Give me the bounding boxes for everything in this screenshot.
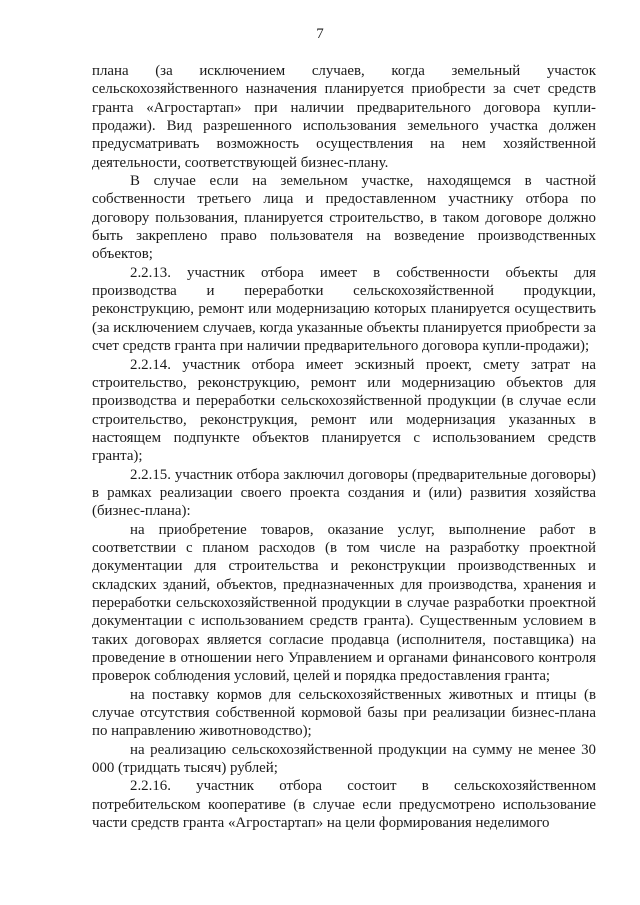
paragraph-2-2-13: 2.2.13. участник отбора имеет в собственности объекты для производства и переработки сельскохозяйственной продукции, реконструкцию, ремонт или модернизацию которых планируется осуществить (за исключением случаев, когда указанные объекты планируется приобрести за счет средств гранта при наличии предварительного договора купли-продажи); — [92, 264, 596, 355]
paragraph-private-land-construction: В случае если на земельном участке, находящемся в частной собственности третьего лица и предоставленном участнику отбора по договору пользования, планируется строительство, в таком договоре должно быть закреплено право пользователя на возведение производственных объектов; — [92, 173, 596, 263]
document-body — [92, 62, 596, 832]
paragraph-product-sales-contracts: на реализацию сельскохозяйственной продукции на сумму не менее 30 000 (тридцать тысяч) рублей; — [92, 741, 596, 777]
paragraph-2-2-16: 2.2.16. участник отбора состоит в сельскохозяйственном потребительском кооперативе (в случае если предусмотрено использование части средств гранта «Агростартап» на цели формирования неделимого — [92, 778, 596, 832]
paragraph-goods-services-contracts: на приобретение товаров, оказание услуг, выполнение работ в соответствии с планом расходов (в том числе на разработку проектной документации для строительства и реконструкции производственных и складских зданий, объектов, предназначенных для производства, хранения и переработки сельскохозяйственной продукции в случае разработки проектной документации с использованием средств гранта). Существенным условием в таких договорах является согласие продавца (исполнителя, поставщика) на проведение в отношении него Управлением и органами финансового контроля проверок соблюдения условий, целей и порядка предоставления гранта; — [92, 521, 596, 685]
paragraph-2-2-15: 2.2.15. участник отбора заключил договоры (предварительные договоры) в рамках реализации своего проекта создания и (или) развития хозяйства (бизнес-плана): — [92, 466, 596, 520]
page-number: 7 — [316, 26, 324, 42]
paragraph-land-plan-continuation: плана (за исключением случаев, когда земельный участок сельскохозяйственного назначения планируется приобрести за счет средств гранта «Агростартап» при наличии предварительного договора купли-продажи). Вид разрешенного использования земельного участка должен предусматривать возможность осуществления на нем хозяйственной деятельности, соответствующей бизнес-плану. — [92, 63, 596, 171]
paragraph-2-2-14: 2.2.14. участник отбора имеет эскизный проект, смету затрат на строительство, реконструкцию, ремонт или модернизацию объектов для производства и переработки сельскохозяйственной продукции (в случае если строительство, реконструкция, ремонт или модернизация указанных в настоящем подпункте объектов планируется с использованием средств гранта); — [92, 356, 596, 465]
paragraph-feed-supply-contracts: на поставку кормов для сельскохозяйственных животных и птицы (в случае отсутствия собственной кормовой базы при реализации бизнес-плана по направлению животноводство); — [92, 686, 596, 740]
